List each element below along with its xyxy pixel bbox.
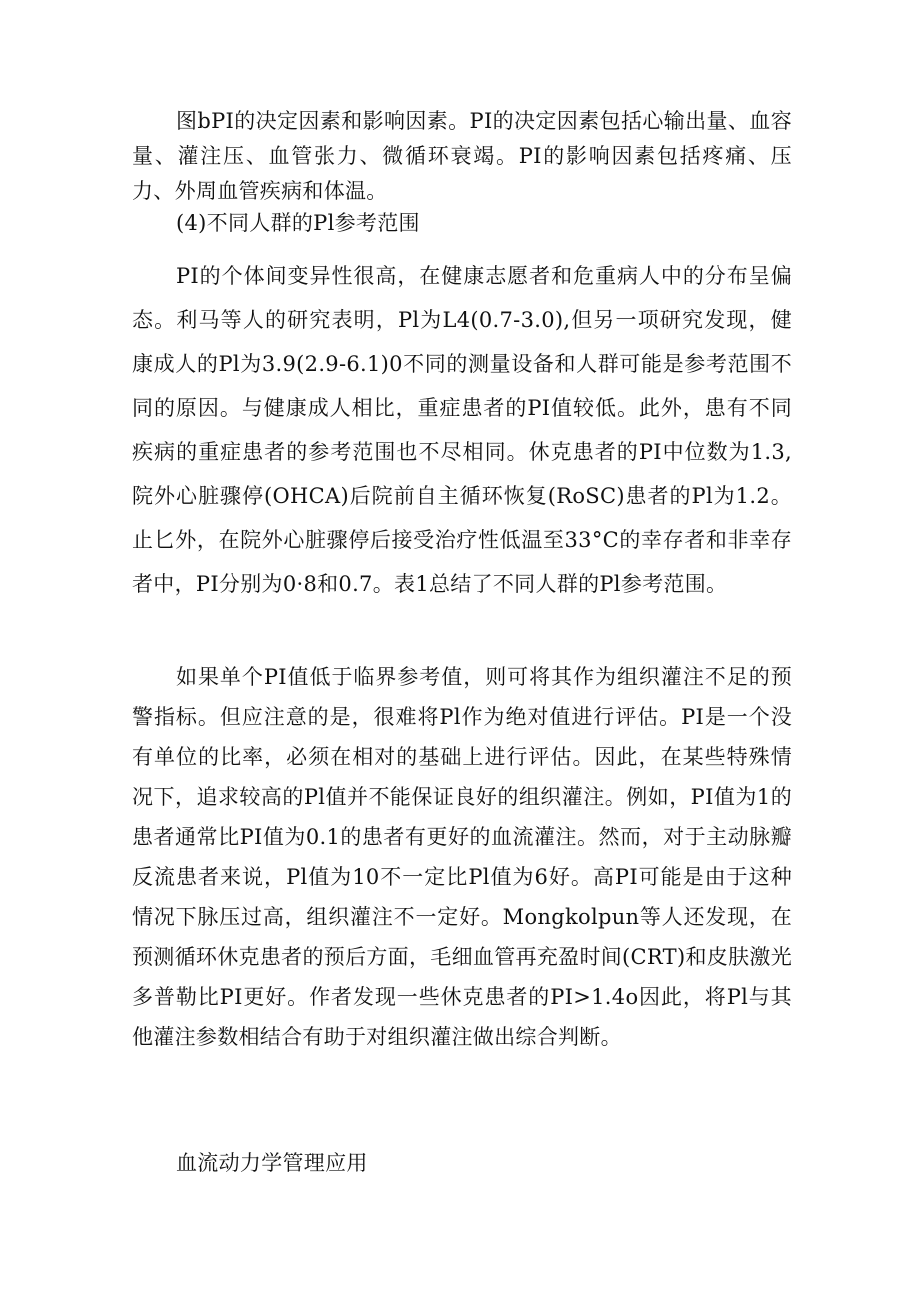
paragraph-threshold-evaluation: 如果单个PI值低于临界参考值，则可将其作为组织灌注不足的预警指标。但应注意的是，很难将Pl作为绝对值进行评估。PI是一个没有单位的比率，必须在相对的基础上进行评估。因此，在某些特殊情况下，追求较高的Pl值并不能保证良好的组织灌注。例如，PI值为1的患者通常比PI值为0.1的患者有更好的血流灌注。然而，对于主动脉瓣反流患者来说，Pl值为10不一定比Pl值为6好。高PI可能是由于这种情况下脉压过高，组织灌注不一定好。Mongkolpun等人还发现，在预测循环休克患者的预后方面，毛细血管再充盈时间(CRT)和皮肤激光多普勒比PI更好。作者发现一些休克患者的PI>1.4o因此，将Pl与其他灌注参数相结合有助于对组织灌注做出综合判断。 <box>132 665 792 1049</box>
paragraph-reference-range: PI的个体间变异性很高，在健康志愿者和危重病人中的分布呈偏态。利马等人的研究表明，Pl为L4(0.7-3.0),但另一项研究发现，健康成人的Pl为3.9(2.9-6.1)0不同的测量设备和人群可能是参考范围不同的原因。与健康成人相比，重症患者的PI值较低。此外，患有不同疾病的重症患者的参考范围也不尽相同。休克患者的PI中位数为1.3,院外心脏骤停(OHCA)后院前自主循环恢复(RoSC)患者的Pl为1.2。止匕外，在院外心脏骤停后接受治疗性低温至33°C的幸存者和非幸存者中，PI分别为0·8和0.7。表1总结了不同人群的Pl参考范围。 <box>132 264 792 596</box>
section-heading-reference-range: (4)不同人群的Pl参考范围 <box>176 211 420 235</box>
section-heading-hemodynamic-management: 血流动力学管理应用 <box>176 1151 368 1175</box>
paragraph-pi-determinants: 图bPI的决定因素和影响因素。PI的决定因素包括心输出量、血容量、灌注压、血管张力、微循环衰竭。PI的影响因素包括疼痛、压力、外周血管疾病和体温。 <box>132 109 792 203</box>
